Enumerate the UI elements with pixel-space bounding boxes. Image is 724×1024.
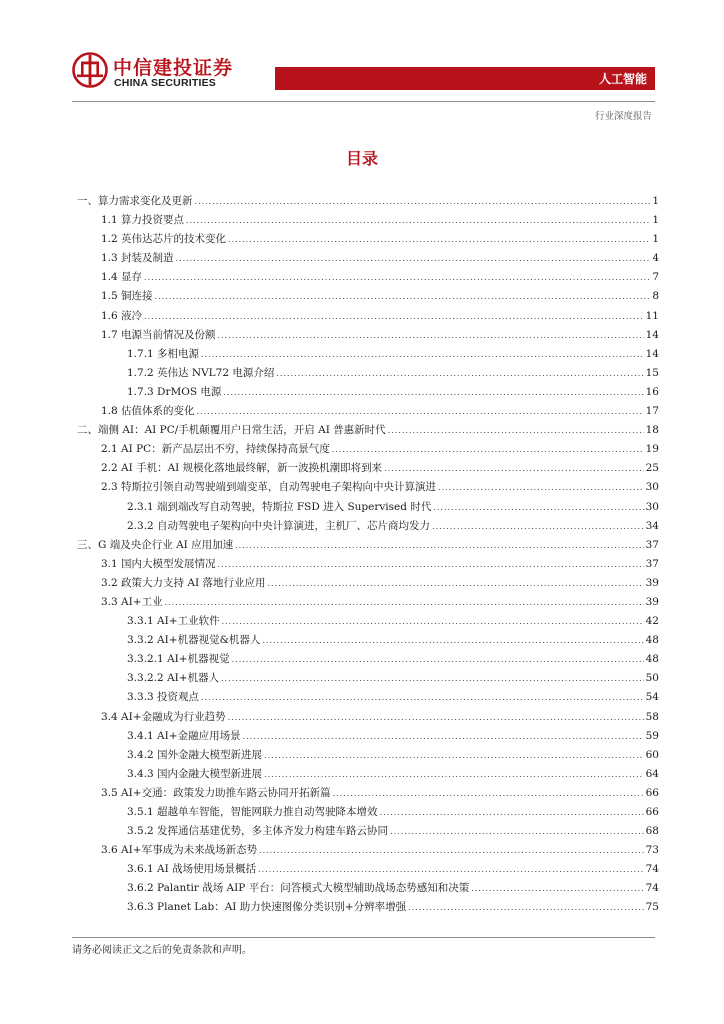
toc-entry[interactable] bbox=[77, 345, 659, 364]
toc-dot-leader bbox=[235, 536, 643, 555]
toc-dot-leader bbox=[384, 459, 643, 478]
toc-entry-page: 37 bbox=[645, 538, 659, 551]
toc-entry[interactable] bbox=[77, 536, 659, 555]
toc-entry-title: 1.7 电源当前情况及份额 bbox=[101, 328, 216, 341]
toc-entry-title: 2.1 AI PC：新产品层出不穷，持续保持高景气度 bbox=[101, 443, 330, 456]
toc-entry-page: 58 bbox=[645, 710, 659, 723]
toc-entry-title: 3.5.2 发挥通信基建优势，多主体齐发力构建车路云协同 bbox=[127, 825, 389, 838]
toc-entry-title: 1.5 铜连接 bbox=[101, 290, 153, 303]
toc-dot-leader bbox=[223, 383, 643, 402]
toc-entry-page: 1 bbox=[652, 195, 659, 207]
toc-entry-page: 4 bbox=[652, 252, 659, 265]
footer-divider bbox=[72, 937, 655, 938]
toc-entry-page: 14 bbox=[645, 347, 659, 360]
toc-entry[interactable] bbox=[77, 631, 659, 650]
toc-dot-leader bbox=[258, 860, 644, 879]
toc-dot-leader bbox=[197, 402, 644, 421]
toc-entry-page: 64 bbox=[645, 767, 659, 780]
toc-entry-title: 3.3.2.2 AI+机器人 bbox=[127, 672, 220, 685]
toc-entry-page: 8 bbox=[652, 290, 659, 303]
toc-entry-title: 3.3 AI+工业 bbox=[101, 595, 163, 608]
toc-entry-title: 3.3.1 AI+工业软件 bbox=[127, 615, 220, 628]
toc-entry-page: 37 bbox=[645, 557, 659, 570]
toc-entry-page: 73 bbox=[645, 844, 659, 857]
toc-entry[interactable] bbox=[77, 249, 659, 268]
toc-dot-leader bbox=[332, 440, 644, 459]
toc-dot-leader bbox=[221, 669, 644, 688]
toc-entry-page: 59 bbox=[645, 729, 659, 742]
report-type: 行业深度报告 bbox=[594, 111, 652, 122]
toc-entry-page: 75 bbox=[645, 901, 659, 914]
toc-entry[interactable] bbox=[77, 669, 659, 688]
toc-entry-title: 1.4 显存 bbox=[101, 271, 143, 284]
toc-entry-title: 3.3.2.1 AI+机器视觉 bbox=[127, 653, 230, 666]
toc-entry[interactable] bbox=[77, 555, 659, 574]
toc-entry[interactable] bbox=[77, 708, 659, 727]
toc-entry-page: 1 bbox=[652, 214, 659, 227]
toc-dot-leader bbox=[232, 650, 644, 669]
toc-dot-leader bbox=[408, 898, 644, 917]
toc-entry-page: 54 bbox=[645, 691, 659, 704]
toc-entry-title: 3.3.2 AI+机器视觉&机器人 bbox=[127, 634, 261, 647]
toc-title: 目录 bbox=[345, 149, 378, 168]
toc-entry-title: 2.3.2 自动驾驶电子架构向中央计算演进，主机厂、芯片商均发力 bbox=[127, 519, 431, 532]
toc-dot-leader bbox=[155, 287, 651, 306]
toc-entry[interactable] bbox=[77, 879, 659, 898]
toc-entry-page: 7 bbox=[652, 271, 659, 284]
table-of-contents bbox=[77, 192, 659, 918]
toc-entry[interactable] bbox=[77, 860, 659, 879]
toc-dot-leader bbox=[262, 631, 643, 650]
toc-entry[interactable] bbox=[77, 517, 659, 536]
toc-dot-leader bbox=[228, 230, 650, 249]
toc-dot-leader bbox=[390, 822, 644, 841]
toc-entry-page: 48 bbox=[645, 634, 659, 647]
toc-entry-title: 2.2 AI 手机：AI 规模化落地最终解，新一波换机潮即将到来 bbox=[101, 462, 383, 475]
toc-dot-leader bbox=[264, 746, 644, 765]
toc-dot-leader bbox=[259, 841, 644, 860]
toc-dot-leader bbox=[333, 784, 644, 803]
toc-entry-page: 25 bbox=[645, 462, 659, 475]
toc-entry[interactable] bbox=[77, 498, 659, 517]
toc-dot-leader bbox=[471, 879, 643, 898]
toc-entry[interactable] bbox=[77, 841, 659, 860]
toc-entry-title: 1.3 封装及制造 bbox=[101, 252, 174, 265]
toc-entry-title: 2.3 特斯拉引领自动驾驶端到端变革，自动驾驶电子架构向中央计算演进 bbox=[101, 481, 437, 494]
toc-entry-title: 3.2 政策大力支持 AI 落地行业应用 bbox=[101, 576, 266, 589]
header-divider bbox=[72, 101, 655, 102]
toc-entry-title: 3.5.1 超越单车智能，智能网联力推自动驾驶降本增效 bbox=[127, 806, 378, 818]
toc-dot-leader bbox=[438, 478, 644, 497]
page-header bbox=[0, 0, 724, 122]
toc-entry-page: 66 bbox=[645, 786, 659, 799]
toc-entry-page: 19 bbox=[645, 443, 659, 456]
toc-entry-title: 3.1 国内大模型发展情况 bbox=[101, 557, 216, 570]
header-red-bar bbox=[275, 67, 655, 90]
toc-entry[interactable] bbox=[77, 287, 659, 306]
toc-entry-page: 60 bbox=[645, 748, 659, 761]
toc-dot-leader bbox=[228, 708, 644, 727]
toc-entry-page: 18 bbox=[645, 424, 659, 437]
toc-dot-leader bbox=[432, 517, 644, 536]
toc-entry[interactable] bbox=[77, 230, 659, 249]
toc-entry-title: 1.7.2 英伟达 NVL72 电源介绍 bbox=[127, 366, 275, 379]
toc-entry[interactable] bbox=[77, 612, 659, 631]
toc-entry-page: 15 bbox=[645, 366, 659, 379]
toc-dot-leader bbox=[267, 574, 643, 593]
toc-entry[interactable] bbox=[77, 765, 659, 784]
toc-entry-title: 2.3.1 端到端改写自动驾驶，特斯拉 FSD 进入 Supervised 时代 bbox=[127, 500, 432, 513]
toc-entry-title: 二、端侧 AI：AI PC/手机颠覆用户日常生活，开启 AI 普惠新时代 bbox=[77, 424, 386, 437]
toc-entry-page: 66 bbox=[645, 806, 659, 818]
toc-entry-title: 3.6.3 Planet Lab：AI 助力快速图像分类识别+分辨率增强 bbox=[127, 901, 407, 914]
toc-entry-page: 30 bbox=[645, 500, 659, 513]
toc-entry-title: 1.8 估值体系的变化 bbox=[101, 405, 195, 418]
toc-dot-leader bbox=[144, 268, 650, 287]
toc-dot-leader bbox=[218, 326, 644, 345]
toc-entry[interactable] bbox=[77, 326, 659, 345]
brand-name-cn: 中信建投证券 bbox=[113, 57, 234, 79]
toc-entry[interactable] bbox=[77, 784, 659, 803]
toc-entry-title: 一、算力需求变化及更新 bbox=[77, 195, 193, 207]
toc-entry[interactable] bbox=[77, 688, 659, 707]
toc-dot-leader bbox=[388, 421, 644, 440]
toc-dot-leader bbox=[218, 555, 644, 574]
toc-entry-page: 42 bbox=[645, 615, 659, 628]
toc-entry[interactable] bbox=[77, 459, 659, 478]
toc-dot-leader bbox=[222, 612, 644, 631]
toc-dot-leader bbox=[380, 803, 644, 822]
toc-dot-leader bbox=[243, 727, 644, 746]
toc-entry-title: 三、G 端及央企行业 AI 应用加速 bbox=[77, 538, 234, 551]
toc-dot-leader bbox=[201, 688, 644, 707]
toc-entry-page: 39 bbox=[645, 576, 659, 589]
toc-entry[interactable] bbox=[77, 268, 659, 287]
toc-entry[interactable] bbox=[77, 727, 659, 746]
toc-entry-title: 3.4 AI+金融成为行业趋势 bbox=[101, 710, 226, 723]
toc-entry-page: 1 bbox=[652, 233, 659, 246]
footer-disclaimer: 请务必阅读正文之后的免责条款和声明。 bbox=[72, 945, 252, 956]
toc-entry-title: 3.4.2 国外金融大模型新进展 bbox=[127, 748, 263, 761]
toc-entry[interactable] bbox=[77, 211, 659, 230]
toc-entry[interactable] bbox=[77, 402, 659, 421]
toc-entry[interactable] bbox=[77, 574, 659, 593]
toc-entry[interactable] bbox=[77, 421, 659, 440]
toc-dot-leader bbox=[276, 364, 643, 383]
china-securities-logo-icon bbox=[72, 52, 108, 88]
toc-entry-page: 39 bbox=[645, 595, 659, 608]
toc-entry-page: 16 bbox=[645, 385, 659, 398]
toc-entry[interactable] bbox=[77, 307, 659, 326]
toc-entry-title: 3.6.1 AI 战场使用场景概括 bbox=[127, 863, 257, 876]
toc-entry-title: 3.5 AI+交通：政策发力助推车路云协同开拓新篇 bbox=[101, 786, 331, 799]
toc-entry-title: 3.4.1 AI+金融应用场景 bbox=[127, 729, 241, 742]
toc-entry-page: 30 bbox=[645, 481, 659, 494]
toc-entry-page: 74 bbox=[645, 882, 659, 895]
toc-entry-title: 3.6.2 Palantir 战场 AIP 平台：问答模式大模型辅助战场态势感知和决策 bbox=[127, 882, 470, 895]
toc-entry-title: 1.1 算力投资要点 bbox=[101, 214, 185, 227]
toc-entry-page: 14 bbox=[645, 328, 659, 341]
brand-name-en: CHINA SECURITIES bbox=[114, 77, 216, 89]
toc-entry[interactable] bbox=[77, 650, 659, 669]
section-tag: 人工智能 bbox=[598, 72, 647, 86]
toc-entry-page: 34 bbox=[645, 519, 659, 532]
toc-dot-leader bbox=[264, 765, 644, 784]
toc-entry-page: 48 bbox=[645, 653, 659, 666]
toc-entry-page: 50 bbox=[645, 672, 659, 685]
toc-entry[interactable] bbox=[77, 803, 659, 822]
toc-entry-title: 3.3.3 投资观点 bbox=[127, 691, 200, 704]
toc-entry[interactable] bbox=[77, 383, 659, 402]
toc-entry[interactable] bbox=[77, 822, 659, 841]
toc-entry-title: 1.6 液冷 bbox=[101, 309, 143, 322]
toc-entry-page: 17 bbox=[645, 405, 659, 418]
toc-dot-leader bbox=[176, 249, 651, 268]
toc-dot-leader bbox=[433, 498, 643, 517]
toc-entry-page: 74 bbox=[645, 863, 659, 876]
toc-dot-leader bbox=[201, 345, 644, 364]
toc-entry-title: 3.4.3 国内金融大模型新进展 bbox=[127, 767, 263, 780]
toc-entry[interactable] bbox=[77, 593, 659, 612]
toc-dot-leader bbox=[195, 192, 651, 211]
toc-dot-leader bbox=[186, 211, 650, 230]
toc-entry[interactable] bbox=[77, 364, 659, 383]
toc-entry[interactable] bbox=[77, 440, 659, 459]
toc-entry[interactable] bbox=[77, 746, 659, 765]
toc-entry-title: 1.2 英伟达芯片的技术变化 bbox=[101, 233, 227, 246]
toc-entry-title: 1.7.3 DrMOS 电源 bbox=[127, 385, 222, 398]
toc-entry-title: 3.6 AI+军事成为未来战场新态势 bbox=[101, 844, 258, 857]
toc-dot-leader bbox=[165, 593, 644, 612]
toc-entry[interactable] bbox=[77, 478, 659, 497]
toc-entry[interactable] bbox=[77, 192, 659, 211]
toc-entry-page: 11 bbox=[645, 309, 659, 322]
toc-entry[interactable] bbox=[77, 898, 659, 917]
toc-entry-title: 1.7.1 多相电源 bbox=[127, 347, 200, 360]
toc-dot-leader bbox=[144, 307, 644, 326]
toc-entry-page: 68 bbox=[645, 825, 659, 838]
